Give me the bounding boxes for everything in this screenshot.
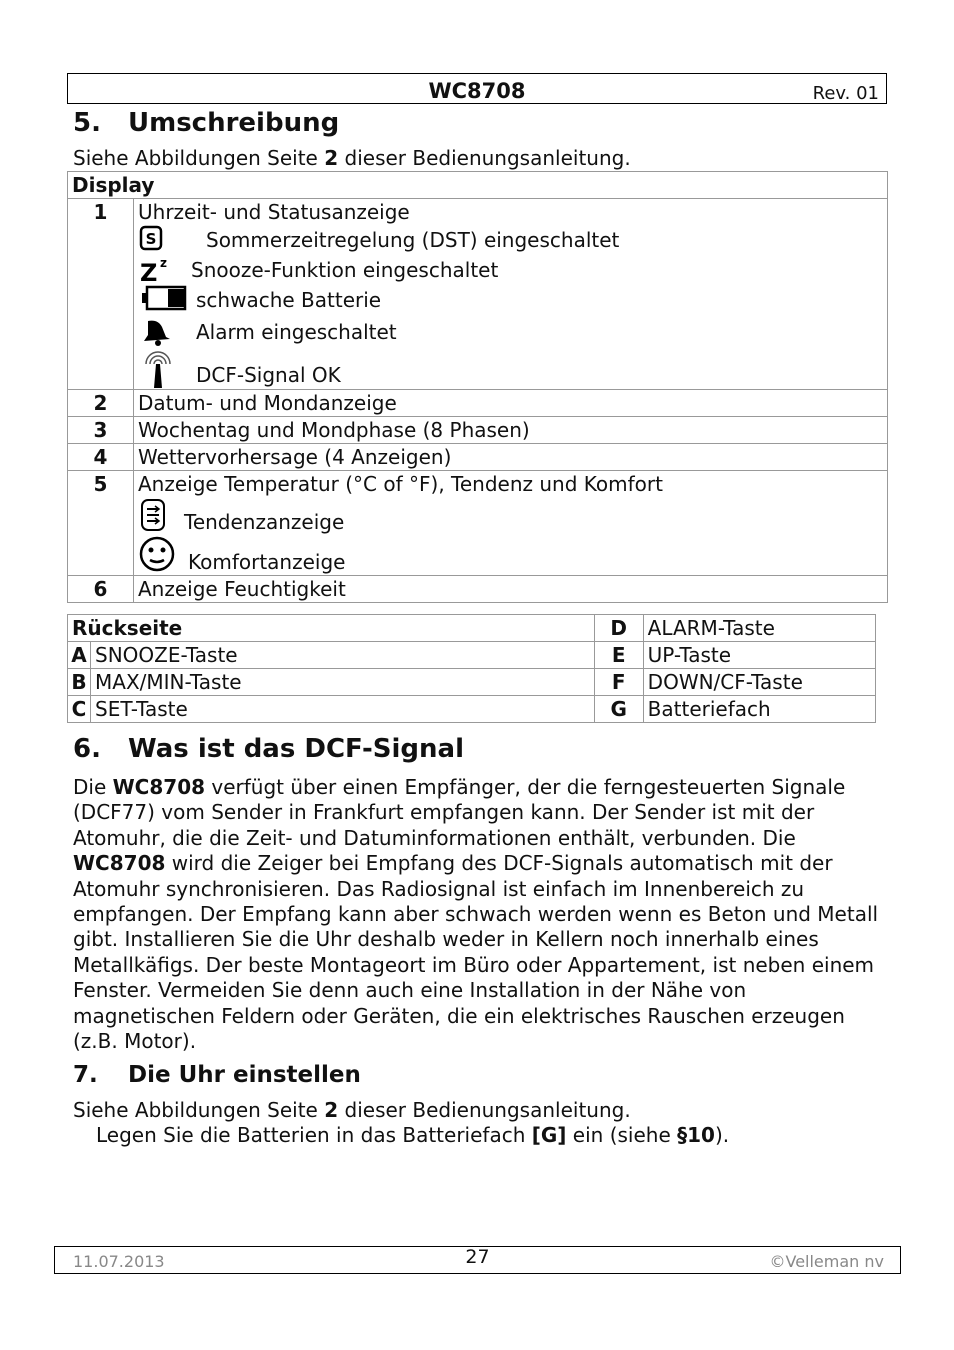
section-number: 7. <box>73 1062 98 1088</box>
battery-label: schwache Batterie <box>196 288 382 312</box>
key-label: SNOOZE-Taste <box>91 642 595 669</box>
section-5-heading <box>73 108 339 138</box>
page-number: 27 <box>465 1246 490 1268</box>
body-text: verfügt über einen Empfänger, der die ferngesteuerten Signale (DCF77) vom Sender in Frankfurt empfangen kann. Der Sender ist mit der Atomuhr, die die Zeit- und Datuminformationen enthält, verbunden. Die <box>73 775 846 850</box>
key-letter: C <box>68 696 91 723</box>
trend-icon <box>138 498 176 534</box>
body-text: ). <box>714 1123 730 1147</box>
section-title: Umschreibung <box>128 108 340 138</box>
page-footer <box>54 1246 901 1274</box>
key-letter: B <box>68 669 91 696</box>
footer-date: 11.07.2013 <box>73 1252 165 1271</box>
model-name: WC8708 <box>73 851 166 876</box>
battery-icon <box>138 285 188 315</box>
row-number: 1 <box>68 199 134 390</box>
row-number: 2 <box>68 390 134 417</box>
row-content <box>134 199 888 390</box>
svg-text:Z: Z <box>140 259 158 285</box>
table-row <box>68 444 888 471</box>
row-number: 3 <box>68 417 134 444</box>
table-row <box>68 642 876 669</box>
dst-icon <box>138 225 170 255</box>
page-number-ref: 2 <box>324 1098 339 1122</box>
row-content <box>134 471 888 576</box>
snooze-label: Snooze-Funktion eingeschaltet <box>191 258 499 282</box>
intro-text: Siehe Abbildungen Seite <box>73 146 325 170</box>
section-5-intro <box>73 146 893 171</box>
intro-page-number: 2 <box>324 146 339 170</box>
page-header <box>67 73 887 104</box>
table-row <box>68 417 888 444</box>
bell-label: Alarm eingeschaltet <box>196 320 397 344</box>
section-title: Die Uhr einstellen <box>128 1062 361 1088</box>
temp-icon-row <box>138 535 883 575</box>
section-ref: §10 <box>677 1123 715 1147</box>
table-row <box>68 576 888 603</box>
row-text: Anzeige Feuchtigkeit <box>134 576 888 603</box>
key-letter: D <box>594 615 643 642</box>
status-icon-row <box>138 315 883 349</box>
body-text: Siehe Abbildungen Seite <box>73 1098 325 1122</box>
row-number: 6 <box>68 576 134 603</box>
antenna-label: DCF-Signal OK <box>196 363 341 387</box>
snooze-icon <box>138 255 170 285</box>
body-text: dieser Bedienungsanleitung. <box>338 1098 631 1122</box>
antenna-icon <box>138 350 188 388</box>
model-name: WC8708 <box>112 775 206 799</box>
body-text: Die <box>73 775 113 799</box>
key-letter: A <box>68 642 91 669</box>
key-label: Batteriefach <box>643 696 875 723</box>
compartment-ref: [G] <box>531 1123 567 1147</box>
footer-copyright: ©Velleman nv <box>769 1252 884 1271</box>
status-icon-row <box>138 349 883 389</box>
row-text: Anzeige Temperatur (°C of °F), Tendenz und Komfort <box>138 472 663 496</box>
section-6-heading <box>73 734 464 764</box>
row-number: 4 <box>68 444 134 471</box>
key-label: SET-Taste <box>91 696 595 723</box>
row-text: Wettervorhersage (4 Anzeigen) <box>134 444 888 471</box>
row-text: Wochentag und Mondphase (8 Phasen) <box>134 417 888 444</box>
smiley-icon <box>138 536 180 574</box>
key-label: DOWN/CF-Taste <box>643 669 875 696</box>
bell-icon <box>138 317 188 347</box>
key-letter: G <box>594 696 643 723</box>
table-row <box>68 615 876 642</box>
svg-text:S: S <box>145 230 157 248</box>
back-table <box>67 614 876 723</box>
status-icon-row <box>138 255 883 285</box>
key-letter: F <box>594 669 643 696</box>
header-title: WC8708 <box>428 79 526 103</box>
key-label: ALARM-Taste <box>643 615 875 642</box>
key-letter: E <box>594 642 643 669</box>
table-row <box>68 669 876 696</box>
section-number: 6. <box>73 734 101 764</box>
key-label: UP-Taste <box>643 642 875 669</box>
display-table <box>67 171 888 603</box>
header-revision: Rev. 01 <box>812 83 879 104</box>
trend-label: Tendenzanzeige <box>184 510 345 534</box>
section-7-line-2 <box>96 1123 916 1148</box>
status-icon-row <box>138 285 883 315</box>
table-row <box>68 696 876 723</box>
table-row <box>68 199 888 390</box>
section-7-heading <box>73 1062 361 1088</box>
body-text: wird die Zeiger bei Empfang des DCF-Signals automatisch mit der Atomuhr synchronisieren. Das Radiosignal ist einfach im Innenbereich zu empfangen. Der Empfang kann aber schwach werden wenn es Beton und Metall gibt. Installieren Sie die Uhr deshalb weder in Kellern noch innerhalb eines Metallkäfigs. Der beste Montageort im Büro oder Appartement, ist neben einem Fenster. Vermeiden Sie denn auch eine Installation in der Nähe von magnetischen Feldern oder Geräten, die ein elektrisches Rauschen erzeugen (z.B. Motor). <box>73 851 879 1054</box>
section-7-line-1 <box>73 1098 893 1123</box>
row-number: 5 <box>68 471 134 576</box>
status-icon-row <box>138 225 883 255</box>
intro-text-end: dieser Bedienungsanleitung. <box>338 146 631 170</box>
temp-icon-row <box>138 497 883 535</box>
section-number: 5. <box>73 108 101 138</box>
table-row <box>68 471 888 576</box>
body-text: Legen Sie die Batterien in das Batteriefach <box>96 1123 532 1147</box>
smiley-label: Komfortanzeige <box>188 550 346 574</box>
back-table-header: Rückseite <box>68 615 595 642</box>
svg-text:z: z <box>160 256 167 270</box>
table-row <box>68 390 888 417</box>
row-text: Datum- und Mondanzeige <box>134 390 888 417</box>
key-label: MAX/MIN-Taste <box>91 669 595 696</box>
section-title: Was ist das DCF-Signal <box>128 734 465 764</box>
body-text: ein (siehe <box>566 1123 678 1147</box>
display-table-header: Display <box>68 172 888 199</box>
row-text: Uhrzeit- und Statusanzeige <box>138 200 410 224</box>
section-6-body <box>73 775 891 1054</box>
dst-label: Sommerzeitregelung (DST) eingeschaltet <box>206 228 620 252</box>
